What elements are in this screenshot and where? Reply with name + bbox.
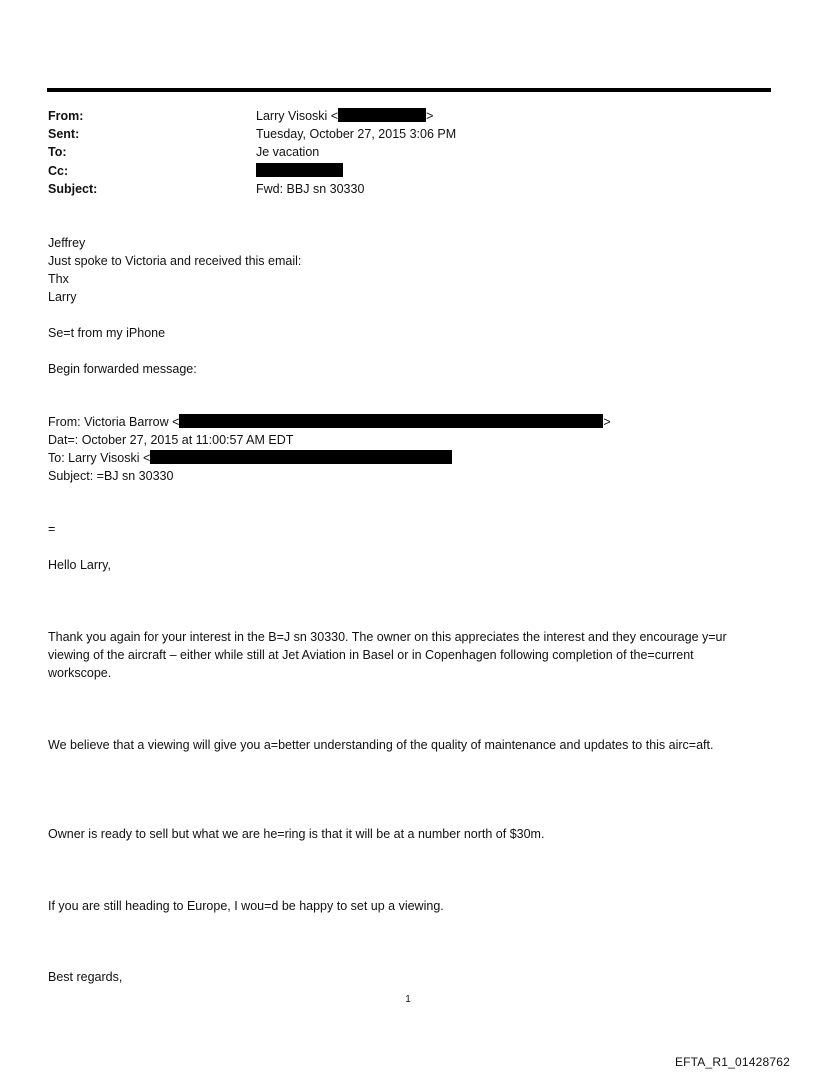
header-rule [47,88,771,92]
fwd-date: Dat=: October 27, 2015 at 11:00:57 AM EDT [48,433,294,447]
paragraph-1: Thank you again for your interest in the B=J sn 30330. The owner on this appreciates the interest and they encourage y=ur viewing of the aircraft – either while still at Jet Aviation in Basel or in Copenhagen following completion of the=current workscope. [48,630,727,680]
fwd-equals: = [48,522,56,536]
fwd-to [48,449,452,467]
fwd-subject: Subject: =BJ sn 30330 [48,469,174,483]
paragraph-4: If you are still heading to Europe, I wou=d be happy to set up a viewing. [48,899,444,913]
from-name: Larry Visoski < [256,109,339,123]
paragraph-3: Owner is ready to sell but what we are he=ring is that it will be at a number north of $30m. [48,827,545,841]
to-value: Je vacation [256,145,320,159]
subject-value: Fwd: BBJ sn 30330 [256,182,365,196]
cc-label: Cc: [48,164,69,178]
sent-from: Se=t from my iPhone [48,326,166,340]
begin-forwarded: Begin forwarded message: [48,362,197,376]
thanks: Thx [48,272,69,286]
paragraph-2: We believe that a viewing will give you a=better understanding of the quality of maintenance and updates to this airc=aft. [48,738,714,752]
sent-label: Sent: [48,127,80,141]
signoff: Larry [48,290,77,304]
redaction-bar [150,450,452,464]
from-value [256,107,433,125]
to-label: To: [48,145,67,159]
page-number: 1 [405,994,411,1005]
redaction-bar [256,163,343,177]
fwd-to-text: To: Larry Visoski < [48,451,151,465]
fwd-from-text: From: Victoria Barrow < [48,415,180,429]
cc-value [256,162,343,180]
redaction-bar [338,108,426,122]
document-id: EFTA_R1_01428762 [674,1055,790,1069]
fwd-from [48,413,611,431]
greeting: Jeffrey [48,236,86,250]
fwd-from-end: > [603,415,611,429]
sent-value: Tuesday, October 27, 2015 3:06 PM [256,127,457,141]
body-line: Just spoke to Victoria and received this email: [48,254,302,268]
from-label: From: [48,109,84,123]
redaction-bar [179,414,603,428]
hello: Hello Larry, [48,558,111,572]
closing: Best regards, [48,970,123,984]
subject-label: Subject: [48,182,98,196]
from-end: > [426,109,434,123]
